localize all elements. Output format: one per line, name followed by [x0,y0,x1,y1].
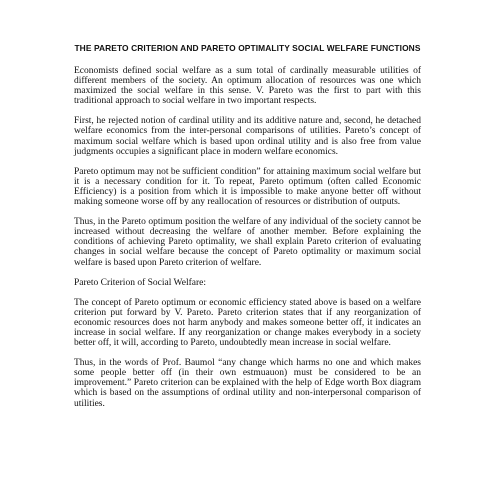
document-title: THE PARETO CRITERION AND PARETO OPTIMALITY SOCIAL WELFARE FUNCTIONS [74,43,421,53]
paragraph-3: Pareto optimum may not be sufficient condition” for attaining maximum social welfare but it is a necessary condition for it. To repeat, Pareto optimum (often called Economic Efficiency) is a position from which it is impossible to make anyone better off without making someone worse off by any reallocation of resources or distribution of outputs. [74,166,421,208]
section-subheading: Pareto Criterion of Social Welfare: [74,277,207,288]
paragraph-1: Economists defined social welfare as a sum total of cardinally measurable utilities of different members of the society. An optimum allocation of resources was one which maximized the social welfare in this sense. V. Pareto was the first to part with this traditional approach to social welfare in two important respects. [74,66,421,107]
paragraph-4: Thus, in the Pareto optimum position the welfare of any individual of the society cannot be increased without decreasing the welfare of another member. Before explaining the conditions of achieving Pareto optimality, we shall explain Pareto criterion of evaluating changes in social welfare because the concept of Pareto optimality or maximum social welfare is based upon Pareto criterion of welfare. [74,217,421,268]
paragraph-5: The concept of Pareto optimum or economic efficiency stated above is based on a welfare criterion put forward by V. Pareto. Pareto criterion states that if any reorganization of economic resources does not harm anybody and makes someone better off, it indicates an increase in social welfare. If any reorganization or change makes everybody in a society better off, it will, according to Pareto, undoubtedly mean increase in social welfare. [74,297,421,349]
paragraph-6: Thus, in the words of Prof. Baumol “any change which harms no one and which makes some people better off (in their own estmuauon) must be considered to be an improvement.” Pareto criterion can be explained with the help of Edge worth Box diagram which is based on the assumptions of ordinal utility and non-interpersonal comparison of utilities. [74,358,421,409]
paragraph-2: First, he rejected notion of cardinal utility and its additive nature and, second, he detached welfare economics from the inter-personal comparisons of utilities. Pareto’s concept of maximum social welfare which is based upon ordinal utility and is also free from value judgments occupies a significant place in modern welfare economics. [74,116,421,157]
